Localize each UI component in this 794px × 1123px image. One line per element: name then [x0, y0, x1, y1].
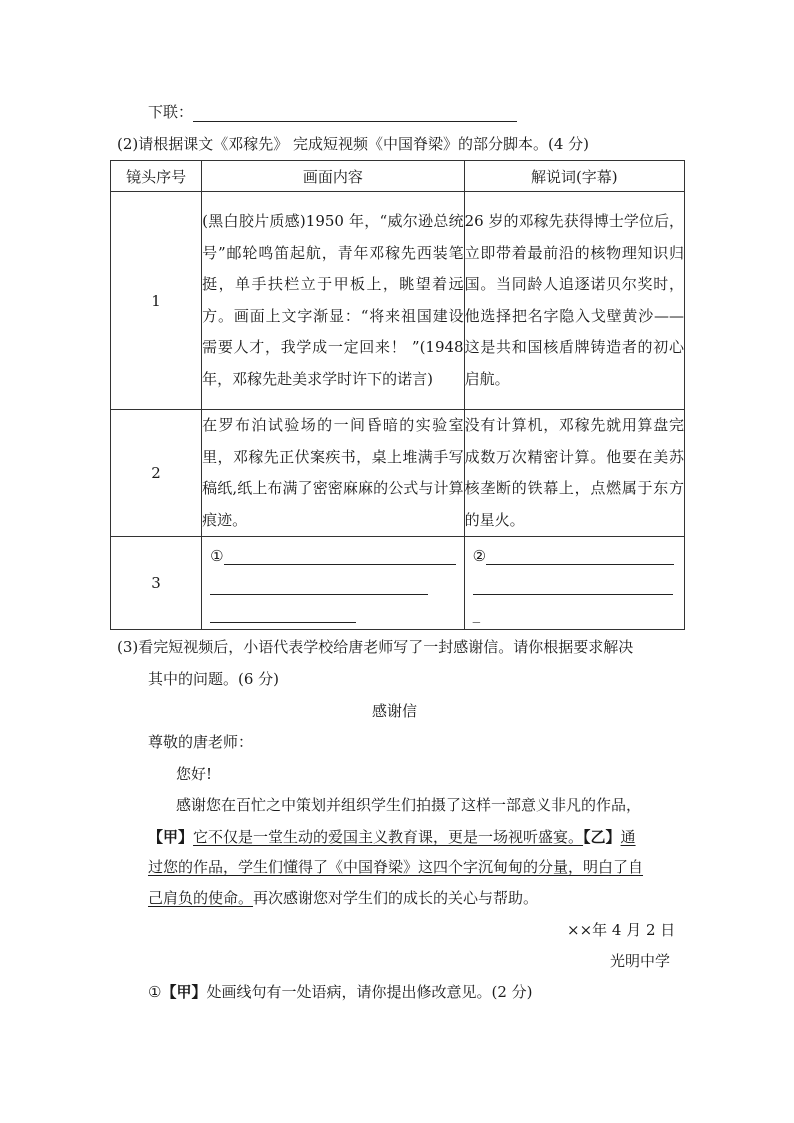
answer-blank[interactable] — [473, 576, 673, 595]
underlined-sentence-yi-part-3: 己肩负的使命。 — [148, 889, 254, 907]
letter-date: ××年 4 月 2 日 — [567, 921, 676, 939]
video-script-table — [110, 160, 685, 630]
lower-couplet-label: 下联： — [148, 103, 194, 121]
answer-blank[interactable] — [210, 604, 356, 623]
letter-closing: 再次感谢您对学生们的成长的关心与帮助。 — [253, 889, 539, 907]
table-row — [111, 537, 685, 630]
header-scene-content: 画面内容 — [202, 161, 464, 192]
narration-text: 26 岁的邓稼先获得博士学位后，立即带着最前沿的核物理知识归国。当同龄人追逐诺贝尔奖时，他选择把名字隐入戈壁黄沙——这是共和国核盾牌铸造者的初心启航。 — [464, 192, 684, 410]
answer-blank[interactable] — [210, 576, 428, 595]
letter-body-line-1: 感谢您在百忙之中策划并组织学生们拍摄了这样一部意义非凡的作品， — [176, 796, 642, 814]
blank-marker-1: ① — [210, 547, 224, 565]
letter-body-line-4 — [148, 887, 538, 908]
mark-yi: 【乙】 — [583, 828, 621, 846]
answer-blank[interactable] — [193, 105, 517, 122]
sub-question-marker: ① — [148, 983, 162, 1001]
scene-content: (黑白胶片质感)1950 年，“威尔逊总统号”邮轮鸣笛起航，青年邓稼先西装笔挺，单手扶栏立于甲板上，眺望着远方。画面上文字渐显：“将来祖国建设需要人才，我学成一定回来！ ”(1948 年，邓稼先赴美求学时许下的诺言) — [202, 192, 464, 410]
narration-answer-cell — [464, 537, 684, 630]
lower-couplet-line — [148, 101, 517, 122]
letter-signature: 光明中学 — [610, 952, 671, 970]
letter-salutation: 尊敬的唐老师： — [148, 733, 254, 751]
question-3-prompt-line-1: (3)看完短视频后，小语代表学校给唐老师写了一封感谢信。请你根据要求解决 — [117, 638, 634, 656]
letter-body-line-2 — [148, 826, 636, 847]
underlined-sentence-yi-part-2: 过您的作品，学生们懂得了《中国脊梁》这四个字沉甸甸的分量，明白了自 — [148, 858, 644, 876]
table-row — [111, 192, 685, 410]
letter-title: 感谢信 — [372, 702, 418, 720]
answer-blank[interactable] — [224, 546, 456, 565]
underlined-sentence-jia: 它不仅是一堂生动的爱国主义教育课，更是一场视听盛宴。 — [193, 828, 584, 846]
question-3-prompt-line-2: 其中的问题。(6 分) — [148, 670, 280, 688]
shot-number: 1 — [111, 192, 202, 410]
shot-number: 3 — [111, 537, 202, 630]
sub-question-text: 处画线句有一处语病，请你提出修改意见。(2 分) — [206, 983, 533, 1001]
narration-text: 没有计算机，邓稼先就用算盘完成数万次精密计算。他要在美苏核垄断的铁幕上，点燃属于东方的星火。 — [464, 410, 684, 537]
header-shot-number: 镜头序号 — [111, 161, 202, 192]
table-header-row — [111, 161, 685, 192]
header-narration: 解说词(字幕) — [464, 161, 684, 192]
answer-blank[interactable] — [486, 546, 674, 565]
trailing-underscore: _ — [472, 605, 481, 623]
blank-marker-2: ② — [472, 547, 487, 565]
scene-content: 在罗布泊试验场的一间昏暗的实验室里，邓稼先正伏案疾书，桌上堆满手写稿纸,纸上布满了密密麻麻的公式与计算痕迹。 — [202, 410, 464, 537]
table-row — [111, 410, 685, 537]
sub-question-1 — [148, 981, 533, 1002]
letter-body-line-3 — [148, 856, 643, 877]
shot-number: 2 — [111, 410, 202, 537]
question-2-prompt: (2)请根据课文《邓稼先》 完成短视频《中国脊梁》的部分脚本。(4 分) — [117, 135, 590, 153]
underlined-sentence-yi-part-1: 通 — [620, 828, 636, 846]
scene-answer-cell — [202, 537, 464, 630]
mark-jia: 【甲】 — [148, 828, 194, 846]
letter-greeting: 您好! — [176, 765, 213, 783]
mark-jia-ref: 【甲】 — [161, 983, 207, 1001]
